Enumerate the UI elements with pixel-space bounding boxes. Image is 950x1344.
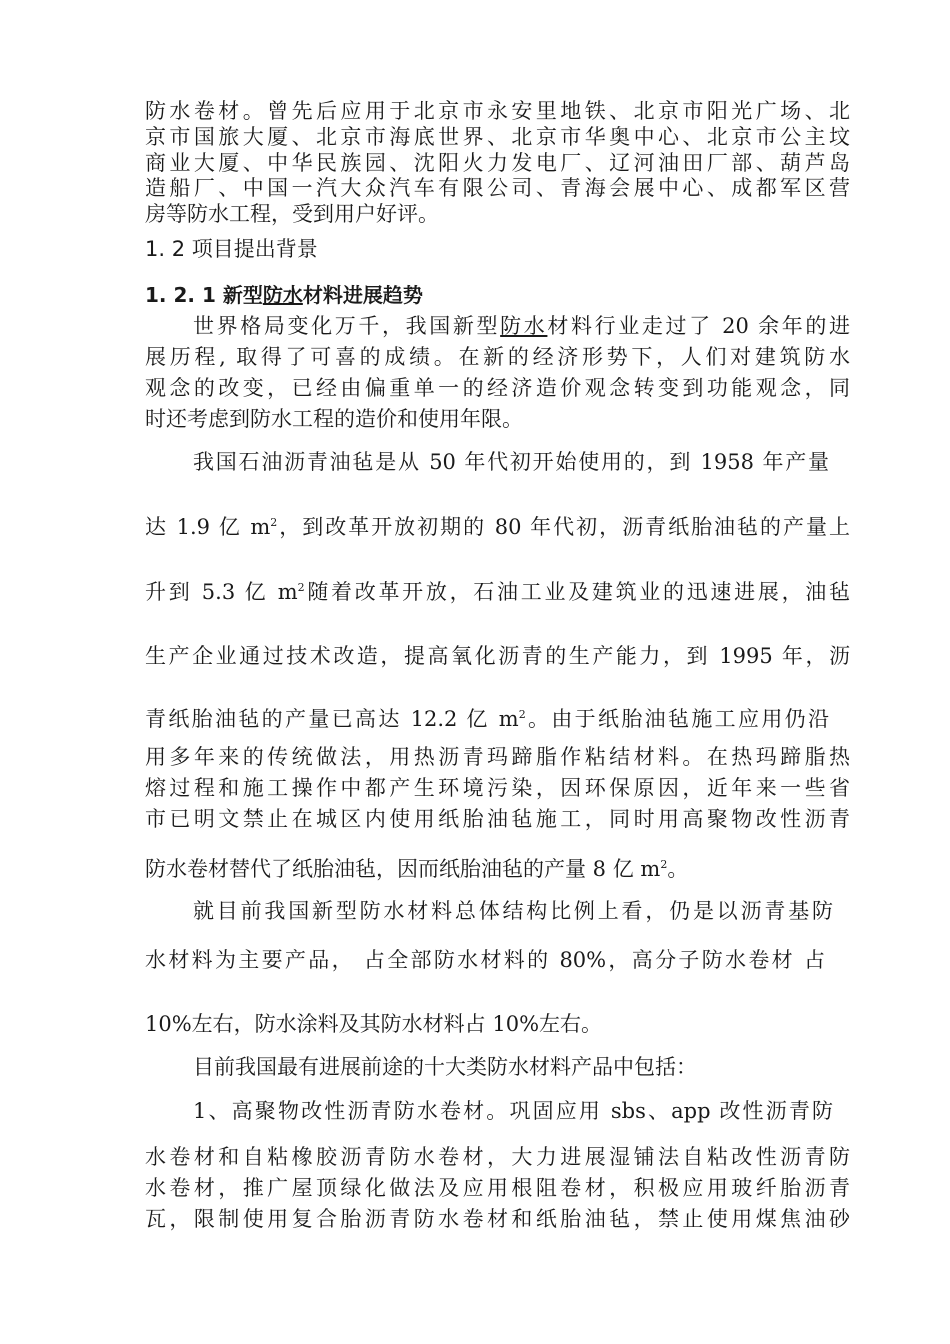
p2-line-2-post: ，到改革开放初期的 80 年代初，沥青纸胎油毡的产量上 [277, 515, 850, 539]
section-heading-1-2-1 [145, 281, 423, 309]
p2-line-5-post: 。由于纸胎油毡施工应用仍沿 [525, 707, 830, 731]
p1-line-1 [193, 313, 850, 339]
p3-line-3: 10%左右，防水涂料及其防水材料占 10%左右。 [145, 1012, 603, 1036]
p5-line-1: 1、高聚物改性沥青防水卷材。巩固应用 sbs、app 改性沥青防 [193, 1099, 833, 1123]
p1-line-1-underlined: 防水 [500, 314, 548, 338]
p1-line-2: 展历程, 取得了可喜的成绩。在新的经济形势下，人们对建筑防水 [145, 345, 850, 369]
intro-line-1: 防水卷材。曾先后应用于北京市永安里地铁、北京市阳光广场、北 [145, 99, 850, 123]
p2-line-2-pre: 达 1.9 亿 m [145, 515, 271, 539]
p2-line-2 [145, 514, 850, 540]
p2-line-8: 市已明文禁止在城区内使用纸胎油毡施工，同时用高聚物改性沥青 [145, 807, 850, 831]
p4-line-1: 目前我国最有进展前途的十大类防水材料产品中包括： [193, 1055, 697, 1079]
p2-line-9 [145, 856, 850, 882]
heading-text-pre: 1. 2. 1 新型 [145, 283, 263, 307]
p2-line-1: 我国石油沥青油毡是从 50 年代初开始使用的，到 1958 年产量 [193, 450, 829, 474]
p2-line-9-post: 。 [667, 857, 689, 881]
p3-line-1: 就目前我国新型防水材料总体结构比例上看，仍是以沥青基防 [193, 899, 833, 923]
p1-line-1-pre: 世界格局变化万千，我国新型 [193, 314, 501, 338]
intro-line-5: 房等防水工程，受到用户好评。 [145, 202, 439, 226]
section-heading-1-2: 1. 2 项目提出背景 [145, 237, 318, 261]
superscript-2: 2 [518, 708, 526, 721]
intro-line-4: 造船厂、中国一汽大众汽车有限公司、青海会展中心、成都军区营 [145, 176, 850, 200]
p1-line-3: 观念的改变，已经由偏重单一的经济造价观念转变到功能观念，同 [145, 376, 850, 400]
p2-line-3-pre: 升到 5.3 亿 m [145, 580, 298, 604]
p2-line-6: 用多年来的传统做法，用热沥青玛蹄脂作粘结材料。在热玛蹄脂热 [145, 745, 850, 769]
superscript-2: 2 [297, 581, 305, 594]
heading-text-underlined: 防水 [262, 283, 303, 307]
p2-line-5 [145, 706, 829, 732]
intro-line-3: 商业大厦、中华民族园、沈阳火力发电厂、辽河油田厂部、葫芦岛 [145, 151, 850, 175]
p5-line-2: 水卷材和自粘橡胶沥青防水卷材，大力进展湿铺法自粘改性沥青防 [145, 1145, 850, 1169]
p2-line-9-pre: 防水卷材替代了纸胎油毡，因而纸胎油毡的产量 8 亿 m [145, 857, 661, 881]
p3-line-2: 水材料为主要产品， 占全部防水材料的 80%，高分子防水卷材 占 [145, 948, 825, 972]
intro-line-2: 京市国旅大厦、北京市海底世界、北京市华奥中心、北京市公主坟 [145, 125, 850, 149]
superscript-2: 2 [660, 858, 668, 871]
p2-line-5-pre: 青纸胎油毡的产量已高达 12.2 亿 m [145, 707, 519, 731]
p5-line-3: 水卷材，推广屋顶绿化做法及应用根阻卷材，积极应用玻纤胎沥青 [145, 1176, 850, 1200]
p2-line-3 [145, 579, 850, 605]
p2-line-7: 熔过程和施工操作中都产生环境污染，因环保原因，近年来一些省 [145, 776, 850, 800]
superscript-2: 2 [270, 516, 278, 529]
heading-text-post: 材料进展趋势 [302, 283, 423, 307]
p1-line-1-post: 材料行业走过了 20 余年的进 [547, 314, 851, 338]
p2-line-3-post: 随着改革开放，石油工业及建筑业的迅速进展，油毡 [304, 580, 850, 604]
p2-line-4: 生产企业通过技术改造，提高氧化沥青的生产能力，到 1995 年，沥 [145, 644, 850, 668]
p5-line-4: 瓦，限制使用复合胎沥青防水卷材和纸胎油毡，禁止使用煤焦油砂 [145, 1207, 850, 1231]
p1-line-4: 时还考虑到防水工程的造价和使用年限。 [145, 407, 523, 431]
